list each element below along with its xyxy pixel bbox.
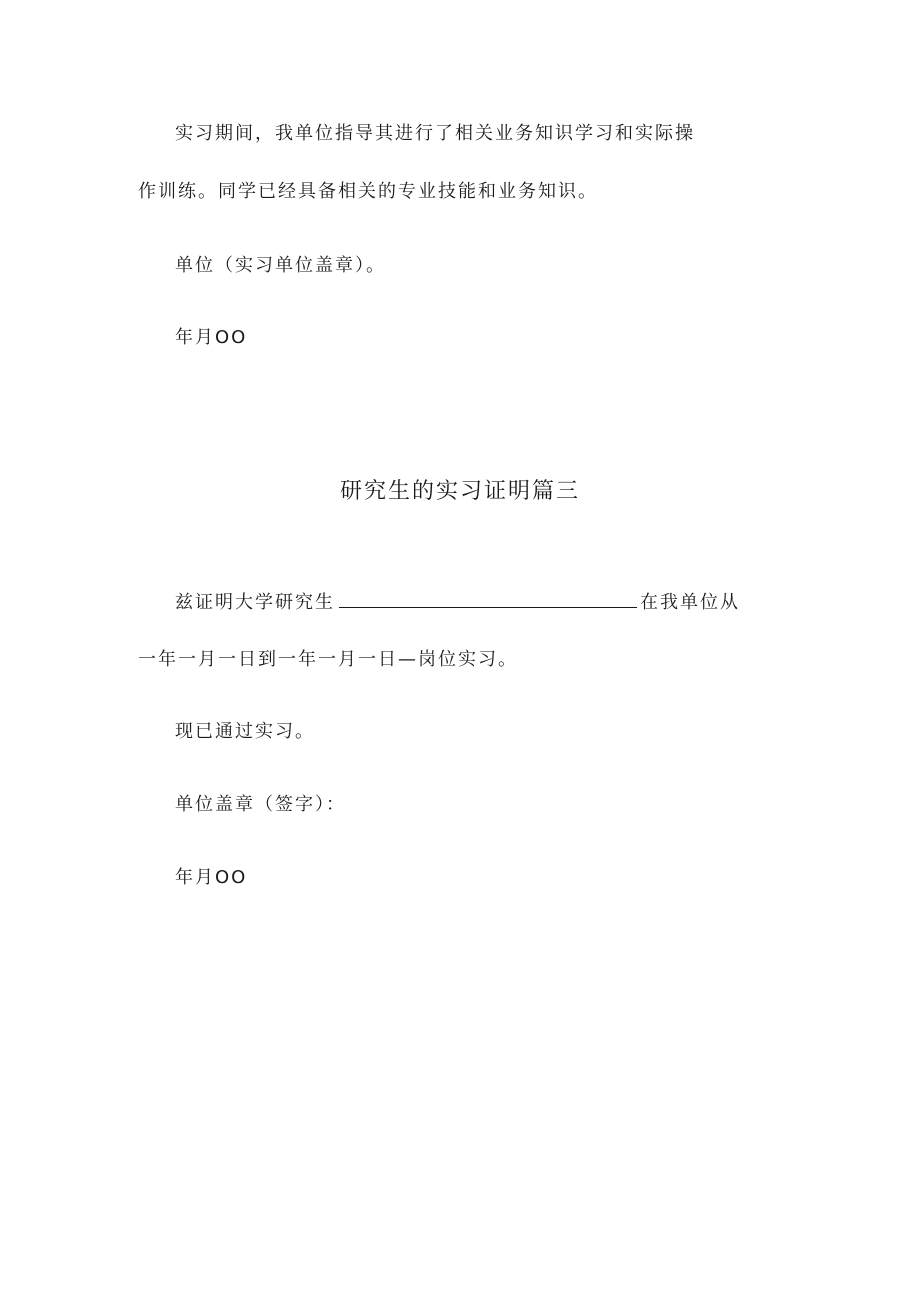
certification-suffix: 在我单位从 [640, 592, 740, 613]
date-line-2: 年月OO [175, 867, 248, 888]
certification-period: 一年一月一日到一年一月一日—岗位实习。 [138, 649, 518, 670]
paragraph-internship-guidance: 实习期间，我单位指导其进行了相关业务知识学习和实际操 [175, 123, 695, 144]
paragraph-internship-guidance-cont: 作训练。同学已经具备相关的专业技能和业务知识。 [138, 181, 598, 202]
certification-prefix: 兹证明大学研究生 [175, 592, 335, 613]
section-title: 研究生的实习证明篇三 [339, 479, 580, 504]
certification-line [175, 589, 740, 615]
unit-stamp-line: 单位（实习单位盖章）。 [175, 255, 386, 276]
name-blank [339, 589, 637, 608]
passed-line: 现已通过实习。 [175, 721, 315, 742]
unit-stamp-signature-line: 单位盖章（签字）： [175, 794, 346, 815]
date-line: 年月OO [175, 327, 248, 348]
